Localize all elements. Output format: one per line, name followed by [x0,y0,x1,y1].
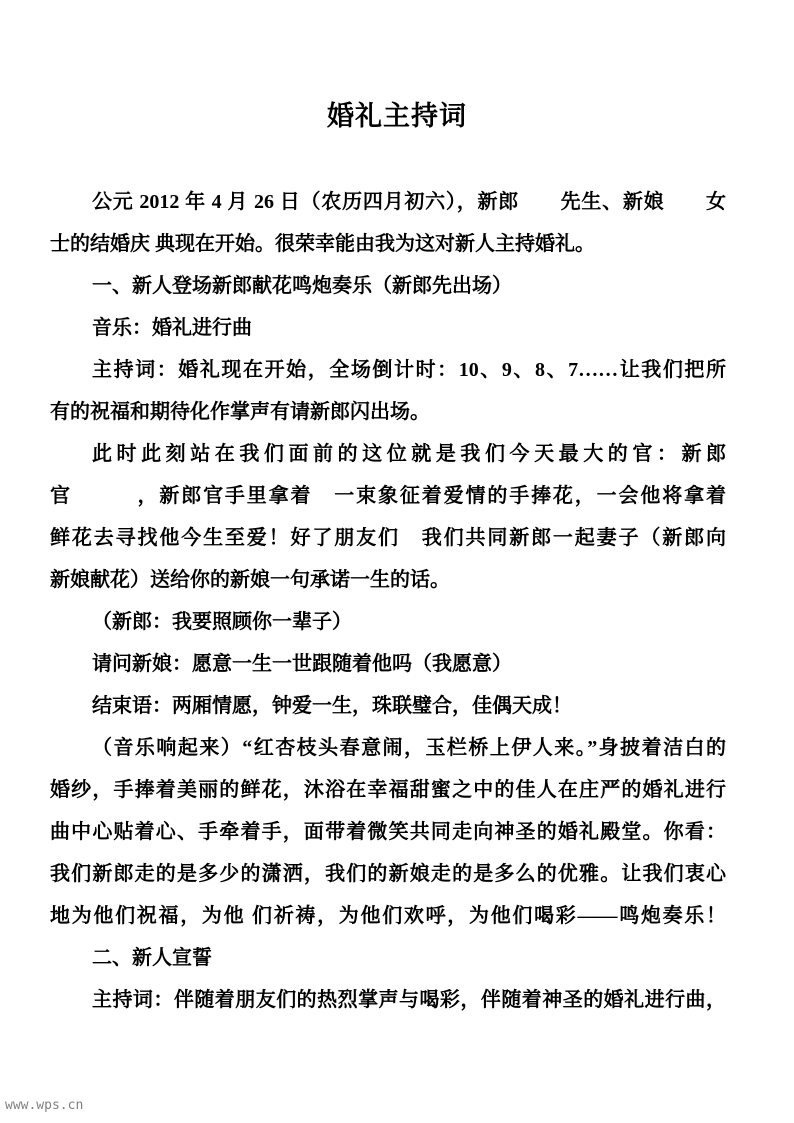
text-line: 婚纱，手捧着美丽的鲜花，沐浴在幸福甜蜜之中的佳人在庄严的婚礼进行 [50,779,726,801]
text-line: 一、新人登场新郎献花鸣炮奏乐（新郎先出场） [92,275,512,297]
text-line: 二、新人宣誓 [92,947,212,969]
text-line: 结束语：两厢情愿，钟爱一生，珠联璧合，佳偶天成！ [92,695,572,717]
wps-watermark-text: www.wps.cn [5,1098,84,1113]
text-line: 此时此刻站在我们面前的这位就是我们今天最大的官：新郎 [92,443,726,465]
text-line: 音乐：婚礼进行曲 [92,317,252,339]
text-line: 主持词：婚礼现在开始，全场倒计时：10、9、8、7……让我们把所 [92,359,726,381]
text-line: 鲜花去寻找他今生至爱！好了朋友们 我们共同新郎一起妻子（新郎向 [50,527,726,549]
text-line: 地为他们祝福，为他 们祈祷，为他们欢呼，为他们喝彩——鸣炮奏乐！ [50,905,726,927]
text-line: 公元 2012 年 4 月 26 日（农历四月初六），新郎 先生、新娘 女 [92,191,726,213]
text-line: 我们新郎走的是多少的潇洒，我们的新娘走的是多么的优雅。让我们衷心 [50,863,726,885]
text-line: 有的祝福和期待化作掌声有请新郎闪出场。 [50,401,430,423]
text-line: （新郎：我要照顾你一辈子） [92,611,352,633]
text-line: 新娘献花）送给你的新娘一句承诺一生的话。 [50,569,450,591]
document-title: 婚礼主持词 [327,101,467,131]
text-line: 请问新娘：愿意一生一世跟随着他吗（我愿意） [92,653,512,675]
text-line: 主持词：伴随着朋友们的热烈掌声与喝彩，伴随着神圣的婚礼进行曲， [92,989,726,1011]
text-line: （音乐响起来）“红杏枝头春意闹，玉栏桥上伊人来。”身披着洁白的 [92,737,726,759]
document-body [50,181,726,1021]
text-line: 曲中心贴着心、手牵着手，面带着微笑共同走向神圣的婚礼殿堂。你看： [50,821,726,843]
text-line: 士的结婚庆 典现在开始。很荣幸能由我为这对新人主持婚礼。 [50,233,595,255]
text-line: 官 ，新郎官手里拿着 一束象征着爱情的手捧花，一会他将拿着 [50,485,726,507]
